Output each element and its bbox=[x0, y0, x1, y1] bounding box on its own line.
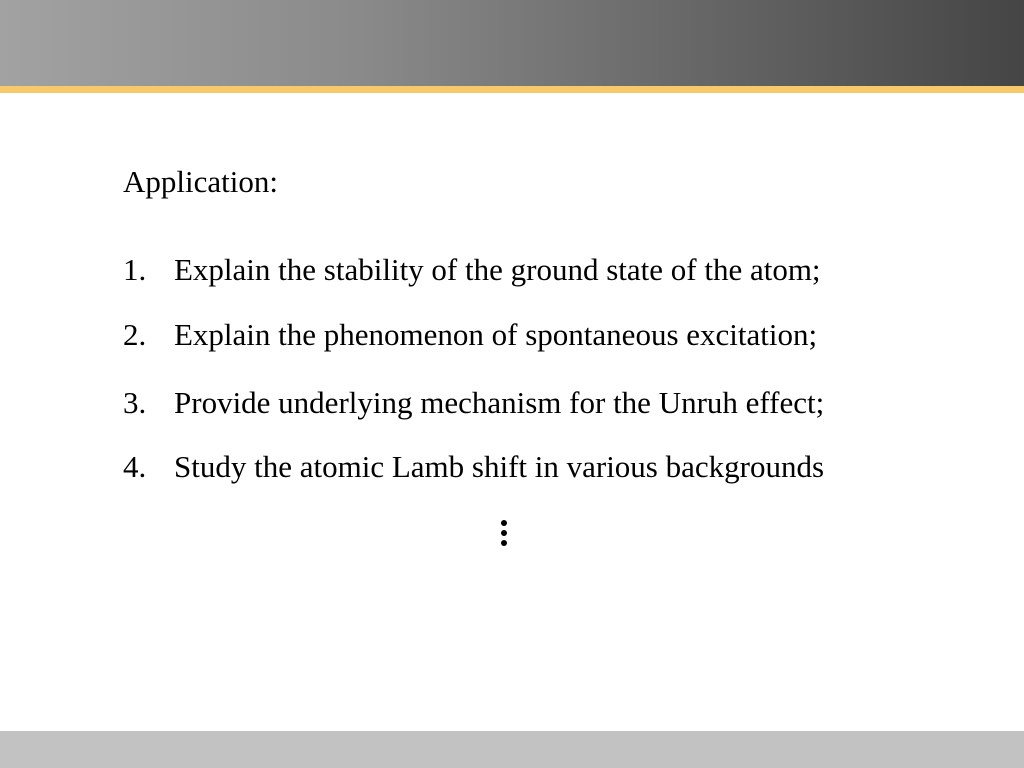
header-bar bbox=[0, 0, 1024, 86]
list-item bbox=[123, 252, 821, 288]
list-item bbox=[123, 449, 824, 485]
vertical-ellipsis-icon bbox=[497, 518, 511, 548]
list-item-number: 1. bbox=[123, 252, 147, 287]
list-item-number: 4. bbox=[123, 449, 147, 484]
ellipsis-dot bbox=[501, 540, 507, 546]
accent-line bbox=[0, 86, 1024, 93]
list-item bbox=[123, 385, 824, 421]
slide-heading: Application: bbox=[123, 164, 278, 199]
footer-bar bbox=[0, 731, 1024, 768]
list-item bbox=[123, 317, 817, 353]
list-item-text: Study the atomic Lamb shift in various backgrounds bbox=[174, 449, 825, 484]
list-item-text: Explain the phenomenon of spontaneous excitation; bbox=[174, 317, 818, 352]
list-item-number: 3. bbox=[123, 385, 147, 420]
list-item-text: Explain the stability of the ground state of the atom; bbox=[174, 252, 821, 287]
list-item-text: Provide underlying mechanism for the Unruh effect; bbox=[174, 385, 825, 420]
list-item-number: 2. bbox=[123, 317, 147, 352]
ellipsis-dot bbox=[501, 520, 507, 526]
ellipsis-dot bbox=[501, 530, 507, 536]
